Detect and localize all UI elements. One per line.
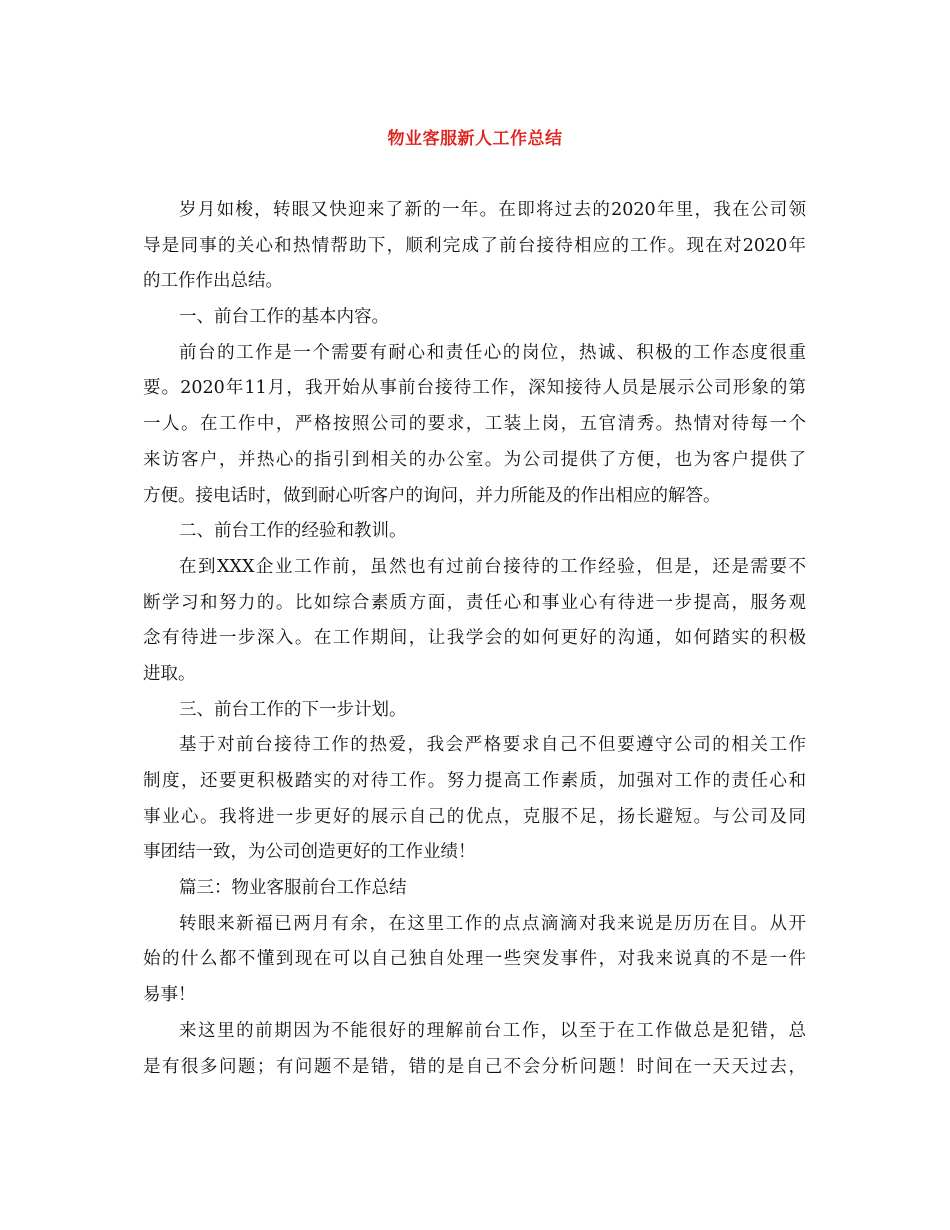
paragraph-line: 是有很多问题；有问题不是错，错的是自己不会分析问题！时间在一天天过去， [143, 1056, 806, 1077]
paragraph-line: 进取。 [143, 663, 196, 684]
paragraph-line: 岁月如梭，转眼又快迎来了新的一年。在即将过去的2020年里，我在公司领 [179, 200, 806, 220]
paragraph-line: 制度，还要更积极踏实的对待工作。努力提高工作素质，加强对工作的责任心和 [143, 771, 806, 791]
section-heading: 二、前台工作的经验和教训。 [179, 521, 407, 542]
section-heading: 一、前台工作的基本内容。 [179, 307, 389, 328]
paragraph-line: 基于对前台接待工作的热爱，我会严格要求自己不但要遵守公司的相关工作 [179, 735, 806, 756]
paragraph-line: 的工作作出总结。 [143, 271, 283, 292]
paragraph-line: 事团结一致，为公司创造更好的工作业绩！ [143, 842, 476, 863]
paragraph-line: 念有待进一步深入。在工作期间，让我学会的如何更好的沟通，如何踏实的积极 [143, 628, 806, 649]
section-heading: 三、前台工作的下一步计划。 [179, 699, 407, 720]
section-heading: 篇三：物业客服前台工作总结 [179, 878, 407, 899]
paragraph-line: 前台的工作是一个需要有耐心和责任心的岗位，热诚、积极的工作态度很重 [179, 342, 806, 363]
paragraph-line: 始的什么都不懂到现在可以自己独自处理一些突发事件，对我来说真的不是一件 [143, 949, 806, 970]
paragraph-line: 要。2020年11月，我开始从事前台接待工作，深知接待人员是展示公司形象的第 [143, 378, 806, 399]
paragraph-line: 一人。在工作中，严格按照公司的要求，工装上岗，五官清秀。热情对待每一个 [143, 414, 806, 435]
paragraph-line: 来访客户，并热心的指引到相关的办公室。为公司提供了方便，也为客户提供了 [143, 449, 806, 470]
paragraph-line: 来这里的前期因为不能很好的理解前台工作，以至于在工作做总是犯错，总 [179, 1020, 806, 1041]
paragraph-line: 在到XXX企业工作前，虽然也有过前台接待的工作经验，但是，还是需要不 [179, 556, 806, 577]
paragraph-line: 断学习和努力的。比如综合素质方面，责任心和事业心有待进一步提高，服务观 [143, 592, 806, 613]
document-body [143, 193, 806, 1085]
paragraph-line: 事业心。我将进一步更好的展示自己的优点，克服不足，扬长避短。与公司及同 [143, 806, 806, 827]
paragraph-line: 转眼来新福已两月有余，在这里工作的点点滴滴对我来说是历历在目。从开 [179, 913, 806, 934]
document-title: 物业客服新人工作总结 [387, 129, 563, 149]
paragraph-line: 导是同事的关心和热情帮助下，顺利完成了前台接待相应的工作。现在对2020年 [143, 235, 806, 256]
paragraph-line: 方便。接电话时，做到耐心听客户的询问，并力所能及的作出相应的解答。 [143, 485, 721, 506]
paragraph-line: 易事！ [143, 985, 196, 1006]
